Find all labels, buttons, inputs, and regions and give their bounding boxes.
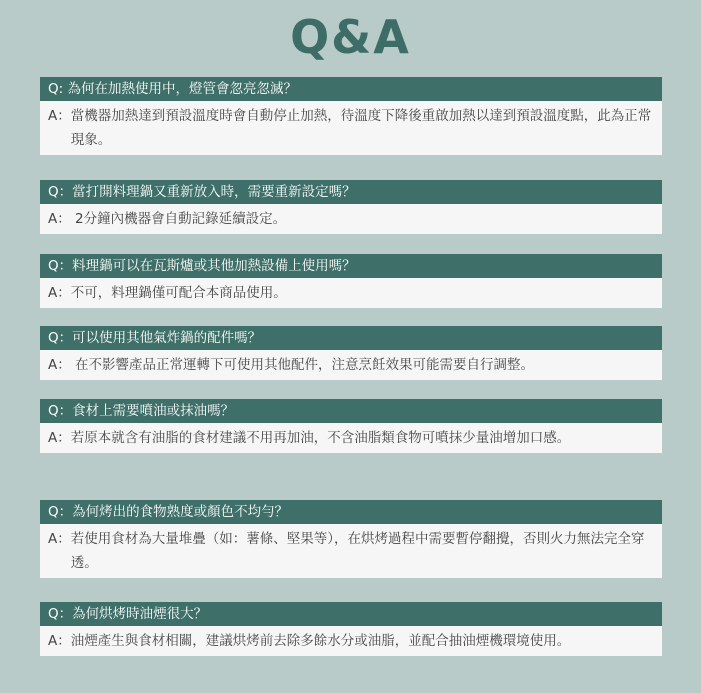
answer (40, 524, 662, 578)
answer (40, 423, 662, 453)
answer (40, 278, 662, 308)
qa-item (40, 77, 662, 155)
answer-prefix: A： (48, 211, 76, 227)
question: Q：當打開料理鍋又重新放入時，需要重新設定嗎？ (40, 180, 662, 204)
question: Q：料理鍋可以在瓦斯爐或其他加熱設備上使用嗎？ (40, 254, 662, 278)
question: Q：食材上需要噴油或抹油嗎？ (40, 399, 662, 423)
qa-item (40, 326, 662, 380)
qa-item (40, 180, 662, 234)
answer (40, 350, 662, 380)
answer-prefix: A： (48, 633, 71, 649)
answer-prefix: A： (48, 108, 71, 124)
answer-prefix: A： (48, 430, 71, 446)
qa-item (40, 500, 662, 578)
answer-prefix: A： (48, 285, 71, 301)
answer (40, 626, 662, 656)
answer-prefix: A： (48, 531, 71, 547)
qa-item (40, 602, 662, 656)
question: Q：為何烤出的食物熟度或顏色不均勻？ (40, 500, 662, 524)
question: Q：為何烘烤時油煙很大？ (40, 602, 662, 626)
question: Q：可以使用其他氣炸鍋的配件嗎？ (40, 326, 662, 350)
answer-text: 2分鐘內機器會自動記錄延續設定。 (75, 211, 287, 227)
page-title: Q&A (290, 10, 411, 64)
answer-prefix: A： (48, 357, 76, 373)
answer-text: 當機器加熱達到預設溫度時會自動停止加熱，待溫度下降後重啟加熱以達到預設溫度點，此為正常現象。 (70, 108, 652, 148)
qa-item (40, 399, 662, 453)
answer-text: 在不影響產品正常運轉下可使用其他配件，注意烹飪效果可能需要自行調整。 (75, 357, 535, 373)
answer-text: 若原本就含有油脂的食材建議不用再加油，不含油脂類食物可噴抹少量油增加口感。 (70, 430, 571, 446)
answer (40, 101, 662, 155)
qa-item (40, 254, 662, 308)
question: Q: 為何在加熱使用中，燈管會忽亮忽滅？ (40, 77, 662, 101)
answer-text: 若使用食材為大量堆疊（如：薯條、堅果等），在烘烤過程中需要暫停翻攪，否則火力無法完全穿透。 (70, 531, 645, 571)
answer-text: 不可，料理鍋僅可配合本商品使用。 (70, 285, 287, 301)
answer (40, 204, 662, 234)
answer-text: 油煙產生與食材相關，建議烘烤前去除多餘水分或油脂，並配合抽油煙機環境使用。 (70, 633, 571, 649)
